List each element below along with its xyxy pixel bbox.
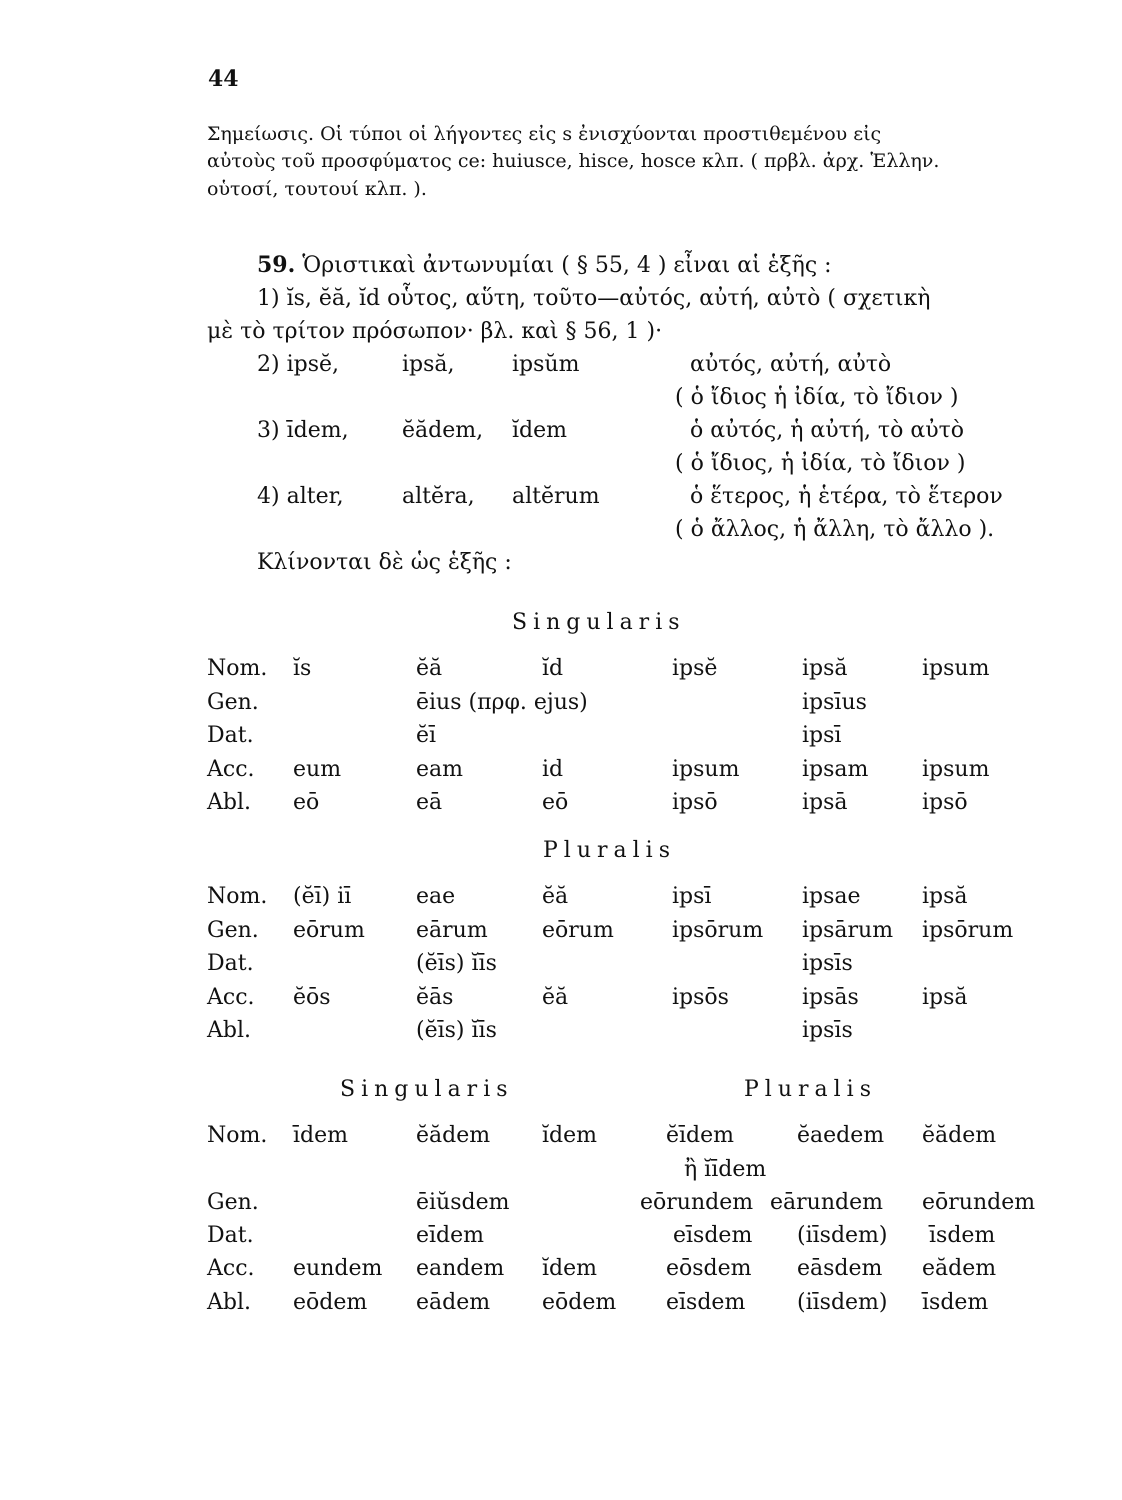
case-label: Dat. — [207, 951, 254, 976]
table-row — [0, 1223, 1122, 1253]
table-row — [0, 884, 1122, 914]
table-cell: eam — [416, 756, 463, 782]
item-2-a: 2) ipsĕ, — [257, 352, 339, 377]
table-cell: ipsum — [922, 656, 990, 681]
table-cell: ipsae — [802, 884, 861, 909]
item-3-a: 3) īdem, — [257, 418, 349, 443]
table-cell: ĭs — [293, 656, 312, 681]
table-cell: eōrundem — [922, 1190, 1036, 1215]
item-3-c: ĭdem — [512, 418, 567, 443]
table-cell: ipsum — [672, 756, 740, 782]
table-cell: ipsă — [922, 884, 968, 909]
table-cell: ipsārum — [802, 917, 894, 943]
table-cell: eō — [293, 790, 320, 815]
table-cell: īsdem — [929, 1223, 996, 1248]
table-row — [0, 723, 1122, 753]
case-label: Gen. — [207, 917, 259, 943]
page-number: 44 — [208, 66, 239, 92]
table-cell: eāsdem — [797, 1256, 883, 1281]
item-2-b: ipsă, — [402, 352, 455, 377]
table-row — [0, 757, 1122, 787]
table2-plural-heading: Pluralis — [744, 1077, 878, 1102]
table-cell: eandem — [416, 1256, 505, 1281]
table-cell: eōdem — [293, 1290, 368, 1315]
table-cell: eārundem — [770, 1190, 883, 1215]
table-cell: ipsōrum — [922, 917, 1014, 943]
table-cell: (iīsdem) — [797, 1290, 888, 1315]
table-cell: ĭdem — [542, 1256, 597, 1281]
item-2-gloss: ( ὁ ἴδιος ἡ ἰδία, τὸ ἴδιον ) — [675, 385, 959, 410]
case-label: Gen. — [207, 689, 259, 715]
section-heading — [257, 252, 832, 278]
table-cell: eum — [293, 756, 342, 782]
table-cell: ipsam — [802, 756, 869, 782]
table-row — [0, 918, 1122, 948]
table-cell: ipsō — [672, 790, 718, 815]
table-cell: ipsīus — [802, 689, 867, 715]
table-cell: ĕădem — [416, 1123, 491, 1148]
table-row — [0, 951, 1122, 981]
section-number: 59. — [257, 252, 296, 278]
table-cell: ĕă — [542, 884, 569, 909]
table-cell: eōdem — [542, 1290, 617, 1315]
table-cell: eīsdem — [673, 1223, 753, 1248]
table-cell: ĕōs — [293, 984, 331, 1010]
table-cell: (ĕī) iī — [293, 884, 352, 909]
table-row — [0, 1190, 1122, 1220]
item-2-c: ipsŭm — [512, 352, 580, 377]
declension-intro: Κλίνονται δὲ ὡς ἑξῆς : — [257, 550, 512, 575]
item-1-line-1: 1) ĭs, ĕă, ĭd οὗτος, αὕτη, τοῦτο—αὐτός, αὐτή, αὐτὸ ( σχετικὴ — [257, 286, 931, 311]
table-cell: ipsă — [802, 656, 848, 681]
item-3-gloss: ( ὁ ἴδιος, ἡ ἰδία, τὸ ἴδιον ) — [675, 451, 966, 476]
table-cell: eōrum — [293, 917, 365, 943]
item-4-greek: ὁ ἕτερος, ἡ ἑτέρα, τὸ ἕτερον — [690, 484, 1003, 509]
table-cell: (ĕīs) ĭīs — [416, 1018, 497, 1043]
table-cell: eīdem — [416, 1223, 485, 1248]
table-cell: ĕaedem — [797, 1123, 885, 1148]
item-4-gloss: ( ὁ ἄλλος, ἡ ἄλλη, τὸ ἄλλο ). — [675, 517, 995, 542]
table-cell: ipsī — [672, 884, 712, 909]
table-row — [0, 1157, 1122, 1187]
item-4-c: altĕrum — [512, 484, 600, 509]
table2-singular-heading: Singularis — [340, 1077, 514, 1102]
case-label: Acc. — [207, 984, 255, 1010]
table-cell: ipsīs — [802, 951, 853, 976]
case-label: Dat. — [207, 723, 254, 748]
table-cell: ipsōs — [672, 984, 729, 1010]
table-row — [0, 690, 1122, 720]
table-cell: ĕădem — [922, 1123, 997, 1148]
table-cell: ĕă — [542, 984, 569, 1010]
table-cell: ipsĕ — [672, 656, 718, 681]
table-row — [0, 656, 1122, 686]
case-label: Acc. — [207, 756, 255, 782]
table-cell: (iīsdem) — [797, 1223, 888, 1248]
table-cell: ĕīdem — [666, 1123, 735, 1148]
table-cell: ēius (πρφ. ejus) — [416, 689, 588, 715]
table-cell: ἢ ĭīdem — [684, 1157, 767, 1182]
table-cell: ipsōrum — [672, 917, 764, 943]
table-cell: ipsā — [802, 790, 848, 815]
table-cell: id — [542, 756, 564, 782]
table-cell: ipsō — [922, 790, 968, 815]
case-label: Nom. — [207, 1123, 268, 1148]
table-cell: eādem — [416, 1290, 491, 1315]
table-cell: eō — [542, 790, 569, 815]
table-cell: ipsă — [922, 984, 968, 1010]
table-row — [0, 790, 1122, 820]
table-cell: ĕās — [416, 984, 454, 1010]
table-row — [0, 1018, 1122, 1048]
table-cell: ĭd — [542, 656, 564, 681]
table-row — [0, 1290, 1122, 1320]
item-4-b: altĕra, — [402, 484, 475, 509]
case-label: Abl. — [207, 1018, 251, 1043]
table-cell: eōrum — [542, 917, 614, 943]
table-cell: īsdem — [922, 1290, 989, 1315]
table-cell: (ĕīs) ĭīs — [416, 951, 497, 976]
case-label: Abl. — [207, 790, 251, 815]
case-label: Nom. — [207, 884, 268, 909]
item-3-b: ĕădem, — [402, 418, 484, 443]
table-cell: ēiŭsdem — [416, 1190, 510, 1215]
case-label: Acc. — [207, 1256, 255, 1281]
table-cell: ipsum — [922, 756, 990, 782]
table-cell: īdem — [293, 1123, 348, 1148]
item-4-a: 4) alter, — [257, 484, 344, 509]
table-cell: ipsī — [802, 723, 842, 748]
table-cell: eārum — [416, 917, 488, 943]
table-cell: ipsīs — [802, 1018, 853, 1043]
table-cell: ipsās — [802, 984, 859, 1010]
table-cell: ĕă — [416, 656, 443, 681]
table-row — [0, 1256, 1122, 1286]
item-2-greek: αὐτός, αὐτή, αὐτὸ — [690, 352, 892, 377]
table-cell: eădem — [922, 1256, 997, 1281]
note-line-3: οὑτοσί, τουτουί κλπ. ). — [207, 178, 427, 200]
table-row — [0, 1123, 1122, 1153]
section-title: Ὁριστικαὶ ἀντωνυμίαι ( § 55, 4 ) εἶναι αἱ ἑξῆς : — [302, 253, 832, 278]
table-cell: ĕī — [416, 723, 437, 748]
table1-singular-heading: Singularis — [512, 610, 686, 635]
note-line-2: αὐτοὺς τοῦ προσφύματος ce: huiusce, hisce, hosce κλπ. ( πρβλ. ἀρχ. Ἑλλην. — [207, 150, 940, 172]
table-cell: eae — [416, 884, 456, 909]
table-cell: eundem — [293, 1256, 383, 1281]
table-row — [0, 985, 1122, 1015]
table-cell: ĭdem — [542, 1123, 597, 1148]
table-cell: eā — [416, 790, 443, 815]
table-cell: eōrundem — [640, 1190, 754, 1215]
table-cell: eīsdem — [666, 1290, 746, 1315]
item-1-line-2: μὲ τὸ τρίτον πρόσωπον· βλ. καὶ § 56, 1 )· — [207, 319, 663, 344]
table-cell: eōsdem — [666, 1256, 752, 1281]
table1-plural-heading: Pluralis — [543, 838, 677, 863]
note-line-1: Σημείωσις. Οἱ τύποι οἱ λήγοντες εἰς s ἐνισχύονται προστιθεμένου εἰς — [207, 123, 882, 145]
item-3-greek: ὁ αὐτός, ἡ αὐτή, τὸ αὐτὸ — [690, 418, 964, 443]
case-label: Gen. — [207, 1190, 259, 1215]
case-label: Abl. — [207, 1290, 251, 1315]
case-label: Dat. — [207, 1223, 254, 1248]
case-label: Nom. — [207, 656, 268, 681]
